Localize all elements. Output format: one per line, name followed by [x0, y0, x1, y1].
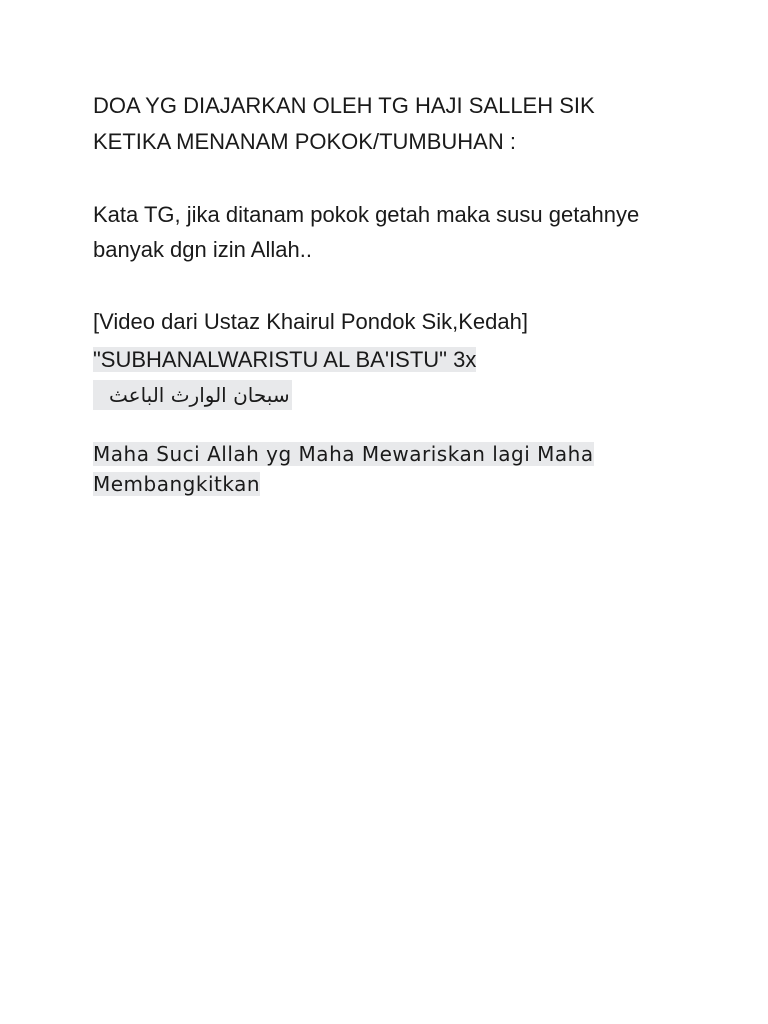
dhikr-text: "SUBHANALWARISTU AL BA'ISTU" 3x: [93, 347, 477, 372]
dhikr-transliteration: [93, 342, 693, 378]
arabic-text: سبحان الوارث الباعث: [93, 380, 292, 410]
title-line-2: KETIKA MENANAM POKOK/TUMBUHAN :: [93, 129, 516, 154]
document-body: [93, 88, 693, 519]
meaning-line-2: Membangkitkan: [93, 472, 261, 496]
video-credit: [Video dari Ustaz Khairul Pondok Sik,Kedah]: [93, 309, 528, 334]
description-line-1: Kata TG, jika ditanam pokok getah maka susu getahnye: [93, 202, 640, 227]
dhikr-meaning: [93, 439, 693, 499]
description-paragraph: [93, 197, 693, 267]
meaning-line-1: Maha Suci Allah yg Maha Mewariskan lagi Maha: [93, 442, 594, 466]
document-title: [93, 88, 693, 160]
description-line-2: banyak dgn izin Allah..: [93, 237, 312, 262]
title-line-1: DOA YG DIAJARKAN OLEH TG HAJI SALLEH SIK: [93, 93, 595, 118]
arabic-dhikr: [93, 380, 693, 410]
